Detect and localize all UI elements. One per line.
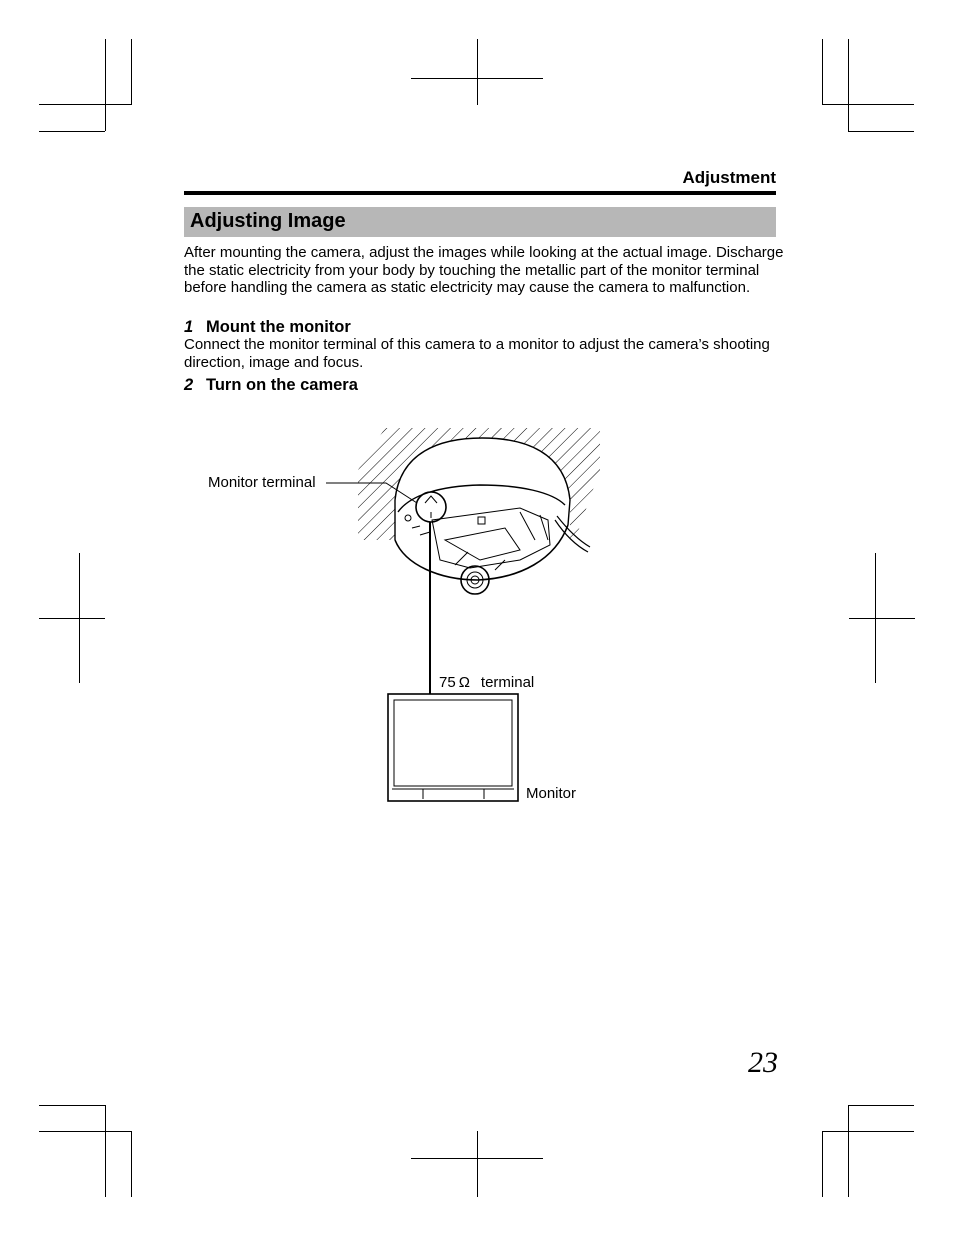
monitor-terminal-label: Monitor terminal — [208, 474, 316, 491]
monitor-drawing — [388, 694, 518, 801]
step-number: 2 — [184, 376, 194, 394]
terminal-word: terminal — [480, 674, 535, 691]
monitor-label: Monitor — [526, 785, 577, 802]
ohm-symbol: Ω — [458, 674, 470, 691]
ohm-rating-label — [439, 674, 534, 691]
page-number: 23 — [748, 1046, 778, 1079]
ohm-value: 75 — [439, 674, 456, 691]
step-title: Turn on the camera — [206, 376, 358, 394]
intro-paragraph: After mounting the camera, adjust the images while looking at the actual image. Discharge the static electricity from your body by touching the metallic part of the monitor terminal before handling the camera as static electricity may cause the camera to malfunction. — [184, 244, 784, 296]
step-number: 1 — [184, 318, 194, 336]
step-1-body: Connect the monitor terminal of this camera to a monitor to adjust the camera’s shooting direction, image and focus. — [184, 336, 770, 371]
ceiling-hatch — [355, 425, 605, 560]
section-header: Adjustment — [682, 168, 776, 187]
page-title: Adjusting Image — [190, 210, 346, 232]
step-title: Mount the monitor — [206, 318, 351, 336]
